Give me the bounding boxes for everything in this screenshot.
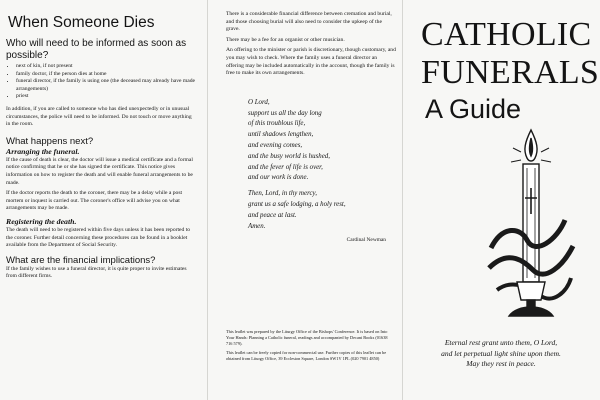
subhead-registering: Registering the death. bbox=[6, 216, 77, 226]
poem-line: and peace at last. bbox=[248, 211, 297, 219]
prayer-poem bbox=[248, 98, 396, 233]
paragraph: There is a considerable financial difference between cremation and burial, and those choosing burial will also need to consider the upkeep of the grave. bbox=[226, 11, 392, 33]
subhead-arranging: Arranging the funeral. bbox=[6, 146, 80, 156]
footnote-text: This leaflet can be freely copied for non-commercial use. Further copies of this leaflet can be obtained from Liturgy Office, 39 Eccleston Square, London SW1V 1PL (020 7901 4850) bbox=[226, 350, 387, 362]
poem-line: and the fever of life is over, bbox=[248, 163, 323, 171]
list-item: • family doctor, if the person dies at home bbox=[16, 71, 197, 79]
paragraph: An offering to the minister or parish is discretionary, though customary, and you may wish to check. Where the family uses a funeral director an offering may be included automatically in the account, though the family is free to make its own arrangements. bbox=[226, 47, 396, 77]
panel-middle bbox=[208, 0, 402, 400]
title-line: CATHOLIC bbox=[421, 16, 592, 53]
cover-title bbox=[421, 16, 600, 92]
inform-list bbox=[6, 63, 197, 101]
poem-line: until shadows lengthen, bbox=[248, 131, 314, 139]
paragraph: If the family wishes to use a funeral director, it is quite proper to invite estimates from different firms. bbox=[6, 265, 187, 280]
poem-line: support us all the day long bbox=[248, 109, 322, 117]
poem-line: Amen. bbox=[248, 222, 266, 230]
paragraph: There may be a fee for an organist or other musician. bbox=[226, 36, 345, 43]
heading: When Someone Dies bbox=[8, 14, 155, 31]
poem-attribution: Cardinal Newman bbox=[346, 237, 386, 244]
paragraph: In addition, if you are called to someone who has died unexpectedly or in unusual circumstances, the police will need to be informed. Do not touch or move anything in the room. bbox=[6, 105, 192, 128]
paschal-candle-icon bbox=[483, 128, 578, 328]
poem-line: Then, Lord, in thy mercy, bbox=[248, 190, 317, 198]
title-line: FUNERALS bbox=[421, 54, 600, 91]
poem-line: and the busy world is hushed, bbox=[248, 152, 330, 160]
poem-line: and evening comes, bbox=[248, 141, 303, 149]
panel-left bbox=[0, 0, 207, 400]
poem-line: and our work is done. bbox=[248, 174, 309, 182]
poem-stanza bbox=[248, 189, 396, 232]
poem-stanza bbox=[248, 98, 396, 184]
question-financial: What are the financial implications? bbox=[6, 254, 156, 266]
cover-prayer bbox=[411, 338, 591, 370]
panel-right bbox=[403, 0, 600, 400]
prayer-line: May they rest in peace. bbox=[466, 359, 536, 368]
poem-line: grant us a safe lodging, a holy rest, bbox=[248, 200, 346, 208]
footnote-text: This leaflet was prepared by the Liturgy Office of the Bishops' Conference. It is based on Into Your Hands: Planning a Catholic funeral, readings and accompanied by Decani Books (01638 716 579). bbox=[226, 329, 388, 346]
list-item: • funeral director, if the family is using one (the deceased may already have made arrangements) bbox=[16, 78, 197, 93]
list-item: • priest bbox=[16, 93, 197, 101]
paragraph: The death will need to be registered within five days unless it has been reported to the coroner. Further detail concerning these procedures can be found in a booklet available from the Department of Social Security. bbox=[6, 226, 191, 249]
question-informed: Who will need to be informed as soon as possible? bbox=[6, 38, 187, 61]
prayer-line: Eternal rest grant unto them, O Lord, bbox=[444, 338, 558, 347]
list-item: • next of kin, if not present bbox=[16, 63, 197, 71]
cover-subtitle: A Guide bbox=[425, 94, 522, 124]
poem-line: of this troublous life, bbox=[248, 120, 306, 128]
poem-line: O Lord, bbox=[248, 98, 270, 106]
paragraph: If the cause of death is clear, the doctor will issue a medical certificate and a formal notice confirming that he or she has signed the certificate. This notice gives information on how to register the death and will enable funeral arrangements to be made. bbox=[6, 156, 193, 186]
paragraph: If the doctor reports the death to the coroner, there may be a delay while a post mortem or inquest is carried out. The coroner's office will advise you on what arrangements may be made. bbox=[6, 190, 183, 212]
footnote bbox=[226, 329, 396, 362]
prayer-line: and let perpetual light shine upon them. bbox=[441, 348, 561, 358]
question-next: What happens next? bbox=[6, 135, 94, 147]
